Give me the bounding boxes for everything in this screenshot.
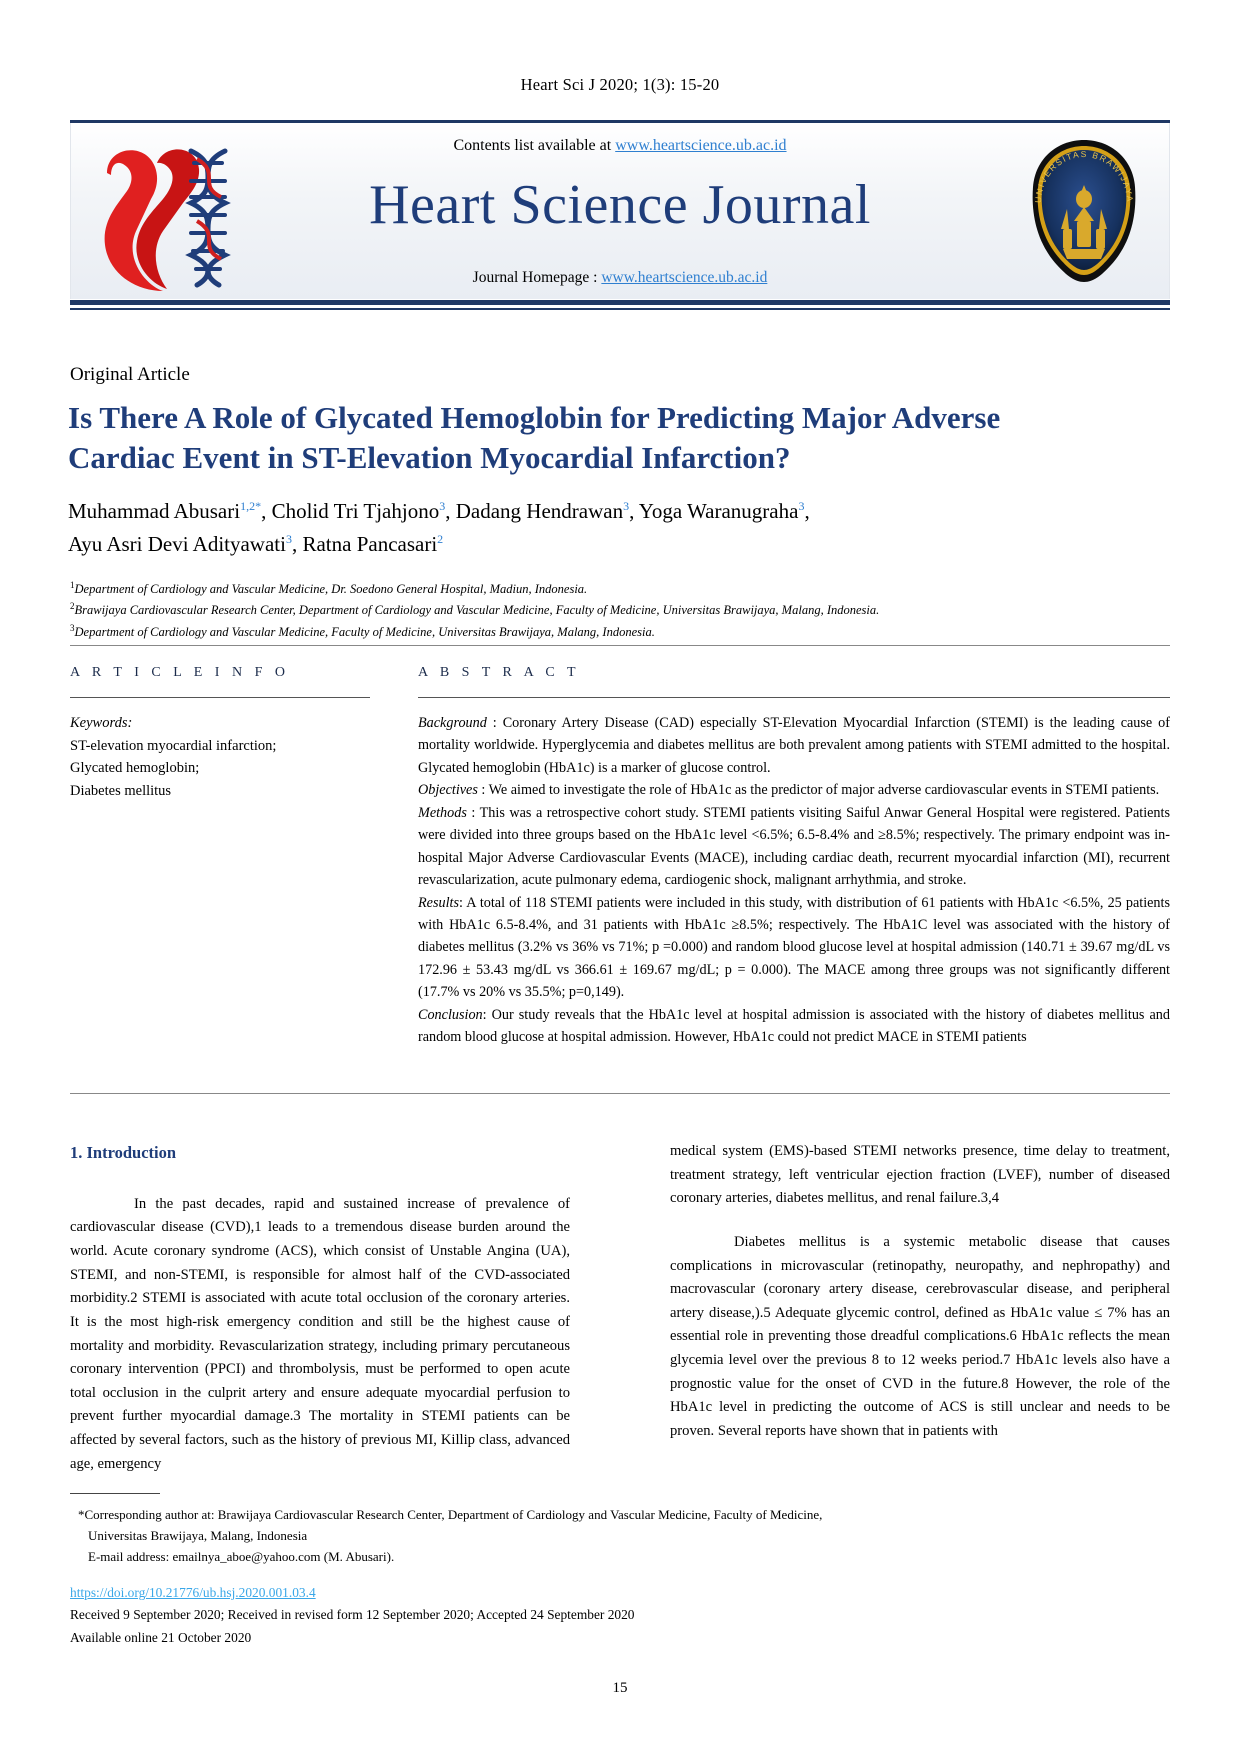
footnote-rule <box>70 1493 160 1494</box>
corresponding-author-note <box>78 1504 1078 1567</box>
page-title: Is There A Role of Glycated Hemoglobin for Predicting Major Adverse Cardiac Event in ST-Elevation Myocardial Infarction? <box>68 400 1001 475</box>
keywords-block <box>70 712 370 802</box>
abstract-results <box>418 892 1170 1004</box>
page-number: 15 <box>612 1680 628 1696</box>
author-line-1: Muhammad Abusari$^{1,2*}$, Cholid Tri Tjahjono$^3$, Dadang Hendrawan$^3$, Yoga Waranugraha$^3$, <box>68 499 810 523</box>
article-info-rule <box>70 697 370 698</box>
abstract-background <box>418 712 1170 779</box>
keyword-item: Diabetes mellitus <box>70 782 172 799</box>
contents-prefix: Contents list available at <box>453 137 616 154</box>
journal-homepage-line <box>71 269 1169 287</box>
abstract-body <box>418 712 1170 1049</box>
homepage-prefix: Journal Homepage : <box>472 269 602 286</box>
abstract-results-label: Results <box>418 894 459 911</box>
abstract-rule <box>418 697 1170 698</box>
intro-paragraph-right-1: medical system (EMS)-based STEMI networks presence, time delay to treatment, treatment strategy, left ventricular ejection fraction (LVEF), number of diseased coronary arteries, diabetes mellitus, and renal failure.3,4 <box>670 1143 1170 1207</box>
abstract-objectives-text: : We aimed to investigate the role of HbA1c as the predictor of major adverse cardiovascular events in STEMI patients. <box>477 782 1160 799</box>
abstract-methods <box>418 802 1170 892</box>
svg-text:UNIVERSITAS BRAWIJAYA: UNIVERSITAS BRAWIJAYA <box>1032 148 1136 204</box>
abstract-background-text: : Coronary Artery Disease (CAD) especially ST-Elevation Myocardial Infarction (STEMI) is the leading cause of mortality worldwide. Hyperglycemia and diabetes mellitus are both prevalent among patients with STEMI admitted to the hospital. Glycated hemoglobin (HbA1c) is a marker of glucose control. <box>418 715 1170 776</box>
author-list <box>68 495 1078 560</box>
doi-block <box>70 1582 1070 1649</box>
section-heading-introduction: 1. Introduction <box>70 1143 177 1162</box>
contents-list-line <box>71 137 1169 155</box>
abstract-heading: A B S T R A C T <box>418 665 581 680</box>
abstract-conclusion <box>418 1004 1170 1049</box>
keyword-item: ST-elevation myocardial infarction; <box>70 737 277 754</box>
abstract-results-text: : A total of 118 STEMI patients were included in this study, with distribution of 61 patients with HbA1c <6.5%, 25 patients with HbA1c 6.5-8.4%, and 31 patients with HbA1c ≥8.5%; respectively. The HbA1C level was associated with the history of diabetes mellitus (3.2% vs 36% vs 71%; p =0.000) and random blood glucose level at hospital admission (140.71 ± 39.67 mg/dL vs 172.96 ± 53.43 mg/dL vs 366.61 ± 169.67 mg/dL; p = 0.000). The MACE among three groups was not significantly different (17.7% vs 20% vs 35.5%; p=0,149). <box>418 894 1170 1001</box>
university-seal-icon <box>1019 137 1149 285</box>
doi-link[interactable]: https://doi.org/10.21776/ub.hsj.2020.001.03.4 <box>70 1585 316 1600</box>
info-section-top-divider <box>70 645 1170 646</box>
abstract-section <box>418 665 1170 1049</box>
article-body <box>70 1140 1170 1470</box>
available-online-date: Available online 21 October 2020 <box>70 1629 252 1645</box>
journal-title: Heart Science Journal <box>369 174 871 236</box>
banner-inner <box>70 123 1170 299</box>
affiliation-item: $^1$Department of Cardiology and Vascular Medicine, Dr. Soedono General Hospital, Madiun, Indonesia. <box>70 580 588 597</box>
keywords-label: Keywords: <box>70 715 133 731</box>
contents-link[interactable]: www.heartscience.ub.ac.id <box>615 137 787 154</box>
abstract-conclusion-label: Conclusion <box>418 1006 483 1023</box>
article-type-label: Original Article <box>70 364 190 385</box>
abstract-background-label: Background <box>418 715 487 731</box>
affiliation-list <box>70 578 1080 642</box>
homepage-link[interactable]: www.heartscience.ub.ac.id <box>601 269 768 286</box>
article-info-section <box>70 665 370 802</box>
abstract-objectives-label: Objectives <box>418 782 478 799</box>
author-line-2: Ayu Asri Devi Adityawati$^3$, Ratna Pancasari$^2$ <box>68 531 444 556</box>
corresponding-line-1: *Corresponding author at: Brawijaya Cardiovascular Research Center, Department of Cardiology and Vascular Medicine, Faculty of Medicine, <box>78 1507 823 1522</box>
article-info-heading: A R T I C L E I N F O <box>70 665 290 680</box>
info-section-bottom-divider <box>70 1093 1170 1094</box>
affiliation-item: $^3$Department of Cardiology and Vascular Medicine, Faculty of Medicine, Universitas Brawijaya, Malang, Indonesia. <box>70 622 655 639</box>
abstract-objectives <box>418 779 1170 801</box>
received-dates: Received 9 September 2020; Received in revised form 12 September 2020; Accepted 24 September 2020 <box>70 1607 635 1623</box>
banner-bottom-rule <box>70 300 1170 305</box>
abstract-methods-label: Methods <box>418 804 467 821</box>
intro-paragraph-left-1: In the past decades, rapid and sustained increase of prevalence of cardiovascular disease (CVD),1 leads to a tremendous disease burden around the world. Acute coronary syndrome (ACS), which consist of Unstable Angina (UA), STEMI, and non-STEMI, is responsible for almost half of the CVD-associated morbidity.2 STEMI is associated with acute total occlusion of the coronary arteries. It is the most high-risk emergency condition and still be the highest cause of mortality and morbidity. Revascularization strategy, including primary percutaneous coronary intervention (PPCI) and thrombolysis, must be performed to open acute total occlusion in the culprit artery and ensure adequate myocardial perfusion to prevent further myocardial damage.3 The mortality in STEMI patients can be affected by several factors, such as the history of previous MI, Killip class, advanced age, emergency <box>70 1195 570 1472</box>
affiliation-item: $^2$Brawijaya Cardiovascular Research Center, Department of Cardiology and Vascular Medicine, Faculty of Medicine, Universitas Brawijaya, Malang, Indonesia. <box>70 601 880 618</box>
banner-bottom-rule-2 <box>70 308 1170 310</box>
intro-paragraph-right-2: Diabetes mellitus is a systemic metabolic disease that causes complications in microvascular (retinopathy, neuropathy, and nephropathy) and macrovascular (coronary artery disease, cerebrovascular disease, and peripheral artery disease,).5 Adequate glycemic control, defined as HbA1c value ≤ 7% has an essential role in preventing those dreadful complications.6 HbA1c reflects the mean glycemia level over the previous 8 to 12 weeks period.7 HbA1c levels also have a prognostic value for the onset of CVD in the future.8 However, the role of the HbA1c level in predicting the outcome of ACS is still unclear and needs to be proven. Several reports have shown that in patients with <box>670 1233 1170 1440</box>
corresponding-email: E-mail address: emailnya_aboe@yahoo.com (M. Abusari). <box>88 1549 395 1565</box>
body-column-right <box>670 1140 1170 1464</box>
keyword-item: Glycated hemoglobin; <box>70 760 200 777</box>
running-head: Heart Sci J 2020; 1(3): 15-20 <box>520 75 720 94</box>
body-column-left <box>70 1140 570 1496</box>
abstract-methods-text: : This was a retrospective cohort study. STEMI patients visiting Saiful Anwar General Hospital were registered. Patients were divided into three groups based on the HbA1c level <6.5%; 6.5-8.4% and ≥8.5%; respectively. The primary endpoint was in-hospital Major Adverse Cardiovascular Events (MACE), including cardiac death, recurrent myocardial infarction (MI), recurrent revascularization, acute pulmonary edema, cardiogenic shock, malignant arrhythmia, and stroke. <box>418 804 1170 889</box>
corresponding-line-2: Universitas Brawijaya, Malang, Indonesia <box>88 1528 308 1544</box>
abstract-conclusion-text: : Our study reveals that the HbA1c level at hospital admission is associated with the history of diabetes mellitus and random blood glucose at hospital admission. However, HbA1c could not predict MACE in STEMI patients <box>418 1006 1170 1046</box>
journal-banner <box>70 120 1170 310</box>
